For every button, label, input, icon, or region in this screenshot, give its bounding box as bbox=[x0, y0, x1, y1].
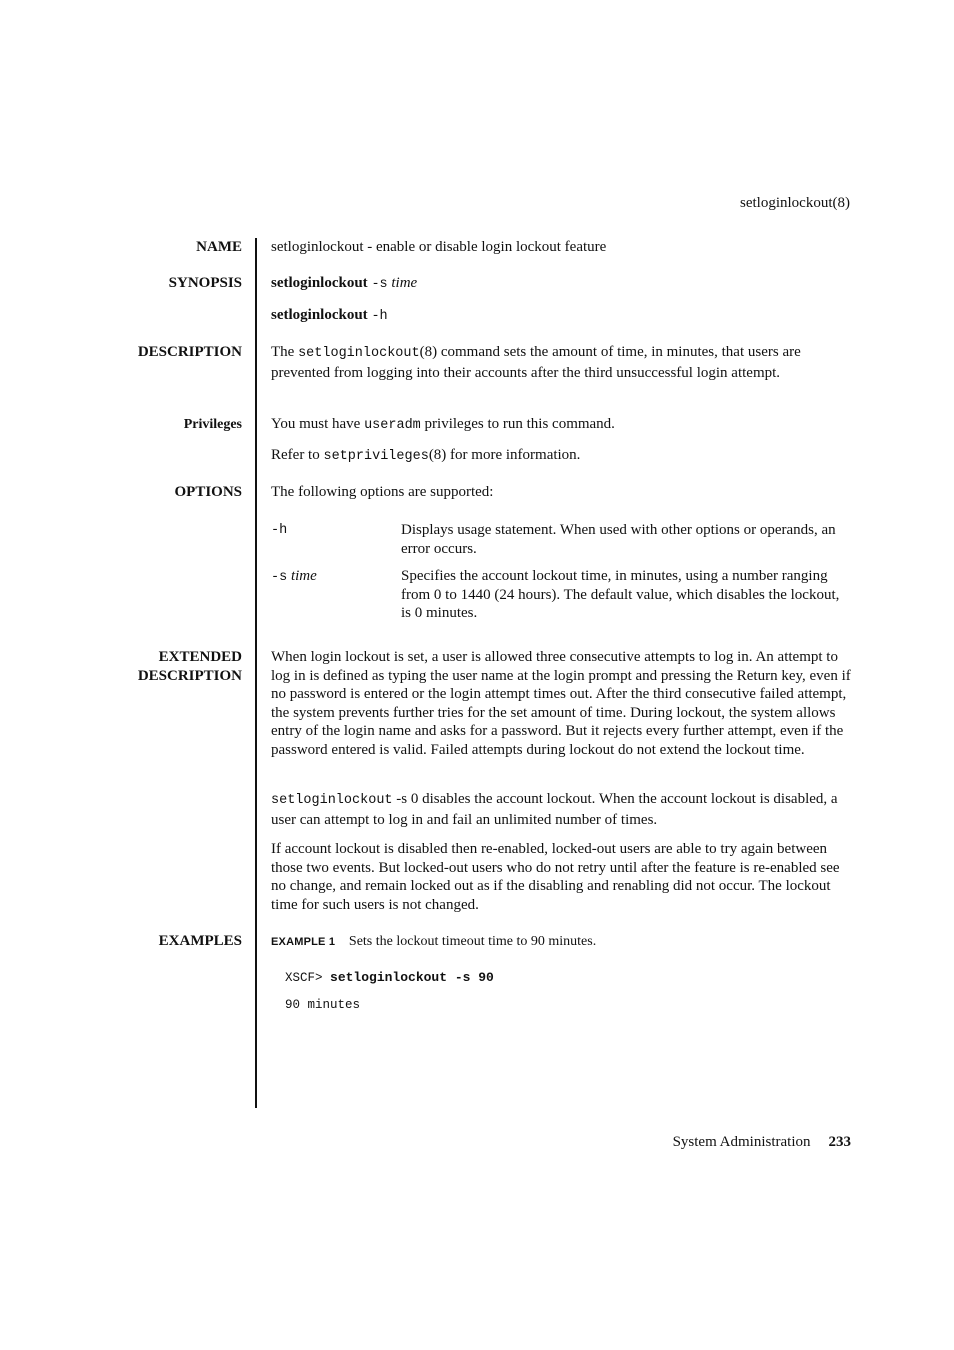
inline-privilege: useradm bbox=[364, 418, 421, 433]
description-paragraph: The setloginlockout(8) command sets the amount of time, in minutes, that users are prevented from logging into their accounts after the third unsuccessful login attempt. bbox=[271, 344, 801, 381]
options-intro: The following options are supported: bbox=[271, 484, 494, 500]
option-description-s: Specifies the account lockout time, in minutes, using a number ranging from 0 to 1440 (24 hours). The default value, which disables the lockout, is 0 minutes. bbox=[401, 568, 840, 621]
extended-paragraph-1: When login lockout is set, a user is allowed three consecutive attempts to log in. An attempt to log in is defined as typing the user name at the login prompt and pressing the Return key, even if no password is entered or the login attempt times out. After the third consecutive failed attempt, the system prevents further tries for the set amount of time. During lockout, the system allows entry of the login name and asks for a password. But it rejects every further attempt, even if the password entered is valid. Failed attempts during lockout do not extend the lockout time. bbox=[271, 649, 851, 758]
section-label-examples: EXAMPLES bbox=[158, 933, 242, 949]
section-divider-rule bbox=[255, 238, 257, 1108]
inline-command: setloginlockout bbox=[298, 346, 420, 361]
synopsis-line-1 bbox=[271, 274, 851, 295]
name-text: setloginlockout - enable or disable login lockout feature bbox=[271, 239, 607, 255]
option-description-h: Displays usage statement. When used with other options or operands, an error occurs. bbox=[401, 522, 836, 557]
option-flag-h: -h bbox=[271, 523, 288, 538]
inline-command: setprivileges bbox=[323, 449, 429, 464]
section-label-options: OPTIONS bbox=[174, 484, 242, 500]
synopsis-line-2 bbox=[271, 306, 851, 327]
page-number: 233 bbox=[828, 1134, 851, 1150]
footer-book-title: System Administration bbox=[672, 1134, 811, 1150]
example-output: 90 minutes bbox=[285, 998, 361, 1012]
example-caption bbox=[271, 932, 851, 952]
section-label-description: DESCRIPTION bbox=[137, 344, 242, 360]
privileges-paragraph-1: You must have useradm privileges to run this command. bbox=[271, 416, 615, 433]
section-label-name: NAME bbox=[196, 239, 242, 255]
option-flag-s: -s time bbox=[271, 568, 317, 585]
example-command-line bbox=[285, 969, 494, 988]
running-header: setloginlockout(8) bbox=[740, 195, 850, 211]
synopsis-option: -h bbox=[371, 309, 388, 324]
synopsis-command: setloginlockout bbox=[271, 275, 368, 291]
example-command: setloginlockout -s 90 bbox=[330, 970, 494, 985]
synopsis-command: setloginlockout bbox=[271, 307, 368, 323]
section-label-extended-description: EXTENDED DESCRIPTION bbox=[137, 649, 242, 684]
example-title: Sets the lockout timeout time to 90 minutes. bbox=[348, 934, 597, 949]
synopsis-argument: time bbox=[391, 275, 418, 291]
example-label: EXAMPLE 1 bbox=[271, 936, 336, 948]
inline-command: setloginlockout bbox=[271, 793, 393, 808]
page-footer bbox=[673, 1133, 851, 1152]
privileges-paragraph-2: Refer to setprivileges(8) for more information. bbox=[271, 447, 581, 464]
synopsis-option: -s bbox=[371, 277, 388, 292]
section-label-privileges: Privileges bbox=[183, 417, 242, 432]
shell-prompt: XSCF> bbox=[285, 971, 331, 985]
section-label-synopsis: SYNOPSIS bbox=[168, 275, 242, 291]
extended-paragraph-3: If account lockout is disabled then re-enabled, locked-out users are able to try again between those two events. But locked-out users who do not retry until after the feature is re-enabled see no change, and remain locked out as if the disabling and renabling did not occur. The lockout time for such users is not changed. bbox=[271, 841, 840, 913]
extended-paragraph-2: setloginlockout -s 0 disables the account lockout. When the account lockout is disabled, a user can attempt to log in and fail an unlimited number of times. bbox=[271, 791, 838, 828]
